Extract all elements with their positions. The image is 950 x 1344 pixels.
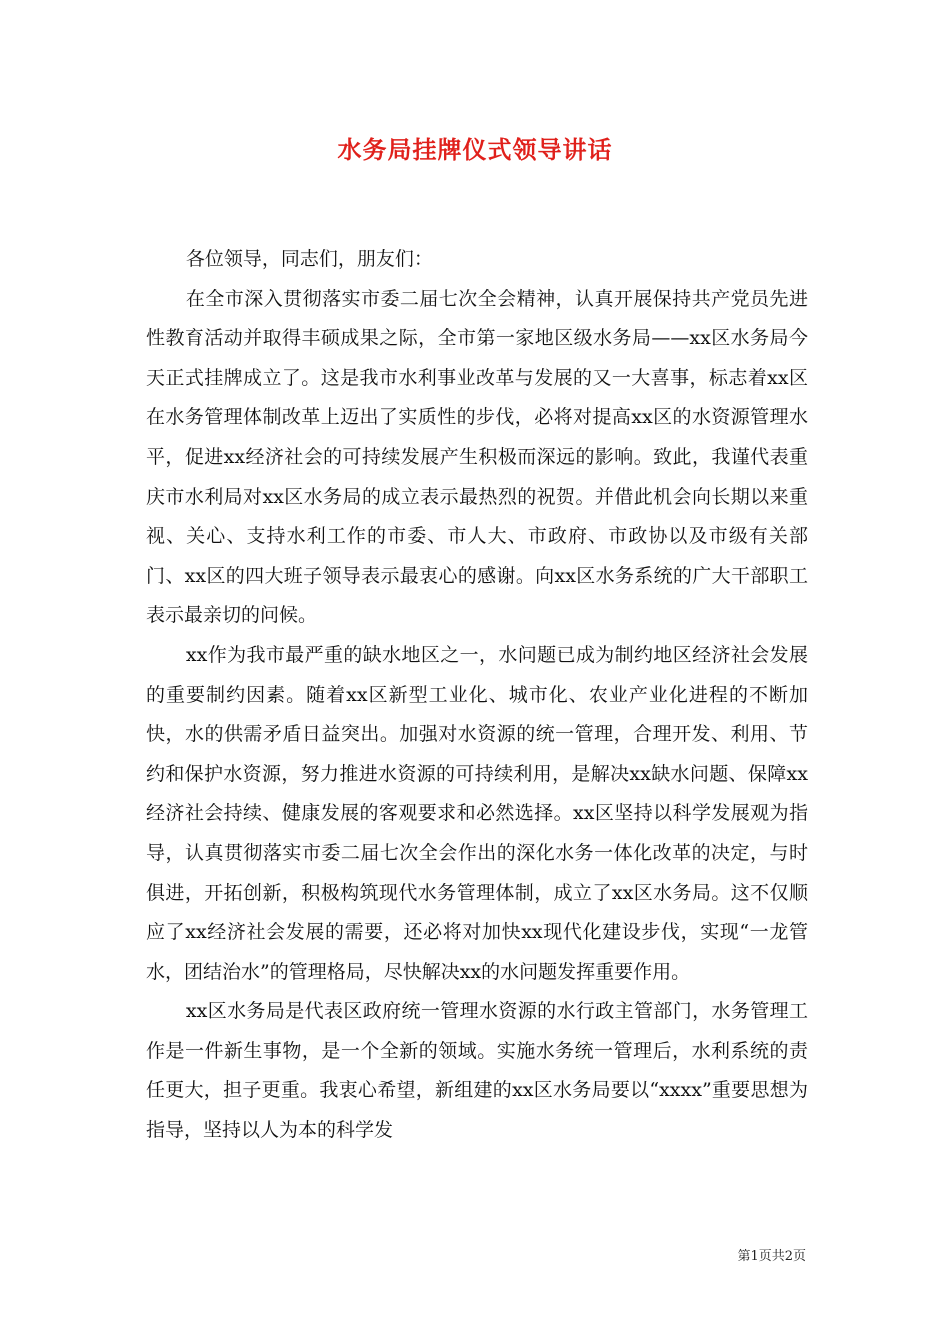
greeting: 各位领导，同志们，朋友们： <box>185 248 433 270</box>
paragraph: 在全市深入贯彻落实市委二届七次全会精神，认真开展保持共产党员先进性教育活动并取得丰硕成果之际，全市第一家地区级水务局——xx区水务局今天正式挂牌成立了。这是我市水利事业改革与发展的又一大喜事，标志着xx区在水务管理体制改革上迈出了实质性的步伐，必将对提高xx区的水资源管理水平，促进xx经济社会的可持续发展产生积极而深远的影响。致此，我谨代表重庆市水利局对xx区水务局的成立表示最热烈的祝贺。并借此机会向长期以来重视、关心、支持水利工作的市委、市人大、市政府、市政协以及市级有关部门、xx区的四大班子领导表示最衷心的感谢。向xx区水务系统的广大干部职工表示最亲切的问候。 <box>146 287 808 627</box>
page-number: 第1页共2页 <box>737 1249 806 1264</box>
paragraph: xx区水务局是代表区政府统一管理水资源的水行政主管部门，水务管理工作是一件新生事物，是一个全新的领域。实施水务统一管理后，水利系统的责任更大，担子更重。我衷心希望，新组建的xx区水务局要以“xxxx”重要思想为指导，坚持以人为本的科学发 <box>146 1000 808 1142</box>
document-body <box>146 240 808 1151</box>
document-title: 水务局挂牌仪式领导讲话 <box>337 135 613 164</box>
paragraph: xx作为我市最严重的缺水地区之一，水问题已成为制约地区经济社会发展的重要制约因素。随着xx区新型工业化、城市化、农业产业化进程的不断加快，水的供需矛盾日益突出。加强对水资源的统一管理，合理开发、利用、节约和保护水资源，努力推进水资源的可持续利用，是解决xx缺水问题、保障xx经济社会持续、健康发展的客观要求和必然选择。xx区坚持以科学发展观为指导，认真贯彻落实市委二届七次全会作出的深化水务一体化改革的决定，与时俱进，开拓创新，积极构筑现代水务管理体制，成立了xx区水务局。这不仅顺应了xx经济社会发展的需要，还必将对加快xx现代化建设步伐，实现“一龙管水，团结治水”的管理格局，尽快解决xx的水问题发挥重要作用。 <box>146 643 808 983</box>
